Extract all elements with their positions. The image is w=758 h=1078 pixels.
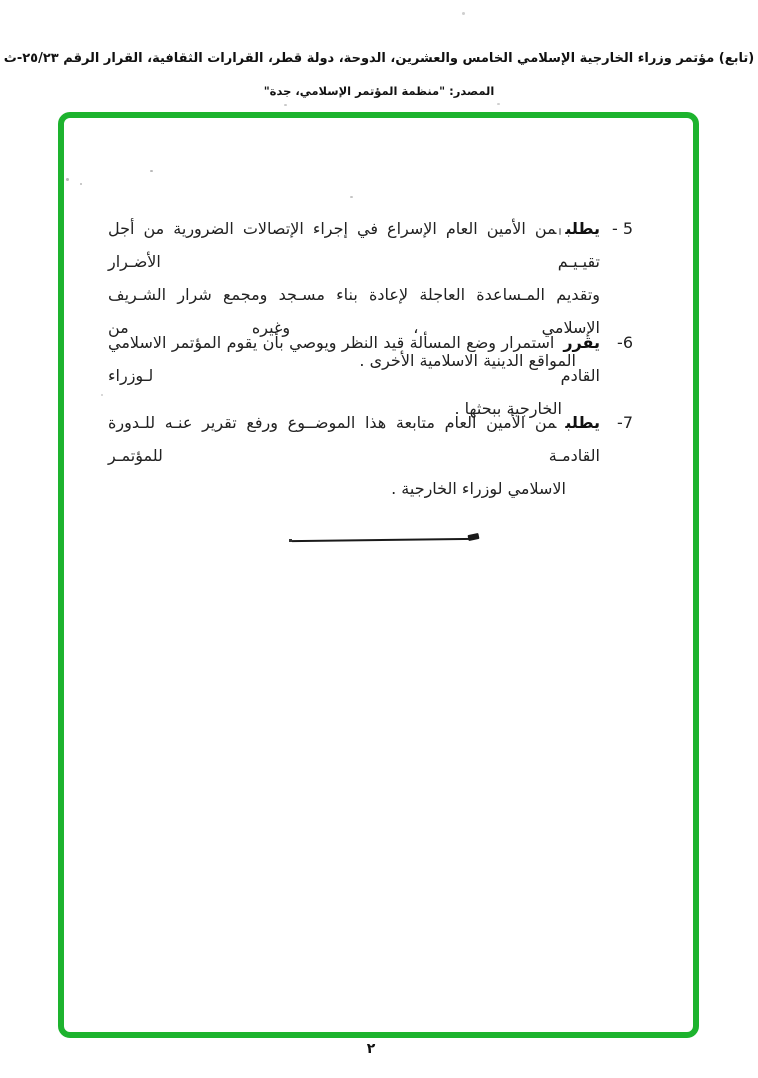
- item-number-7: 7-: [617, 413, 633, 432]
- resolution-item-7: [108, 406, 633, 505]
- scan-speck: [497, 103, 500, 105]
- scan-speck: [66, 178, 69, 181]
- item-5-lead-word: يطلب: [565, 219, 600, 238]
- item-7-lead-word: يطلب: [565, 413, 600, 432]
- item-5-line-1: [108, 212, 600, 278]
- item-6-line-2: الخارجية ببحثها .: [454, 399, 562, 418]
- page-number: ٢: [366, 1041, 376, 1057]
- scan-speck: [559, 228, 561, 235]
- scan-speck: [462, 12, 465, 15]
- item-6-line-1-text: استمرار وضع المسألة قيد النظر ويوصي بأن يقوم المؤتمر الاسلامي القادم لـوزراء: [108, 333, 600, 385]
- scan-speck: [350, 196, 353, 198]
- divider-line-start-dot: [289, 539, 292, 542]
- item-5-line-3: المواقع الدينية الاسلامية الأخرى .: [359, 351, 576, 370]
- document-header-title: (تابع) مؤتمر وزراء الخارجية الإسلامي الخامس والعشرين، الدوحة، دولة قطر، القرارات الثقافية، القرار الرقم ٢٥/٢٣-ث: [3, 51, 755, 66]
- item-7-line-1: [108, 406, 600, 472]
- item-6-lead-word: يقرر: [563, 333, 600, 352]
- item-6-line-1: [108, 326, 600, 392]
- item-number-6: 6-: [617, 333, 633, 352]
- scan-speck: [150, 170, 153, 172]
- scan-speck: [284, 104, 287, 106]
- scan-speck: [101, 394, 103, 396]
- item-number-5: 5 -: [611, 219, 633, 238]
- item-7-text: [108, 406, 600, 505]
- document-header-source: المصدر: "منظمة المؤتمر الإسلامي، جدة": [263, 84, 495, 98]
- item-7-line-1-text: من الأمين العام متابعة هذا الموضــوع ورفع تقرير عنـه للـدورة القادمـة للمؤتمـر: [108, 413, 600, 465]
- scan-speck: [80, 183, 82, 185]
- item-7-line-2: الاسلامي لوزراء الخارجية .: [391, 479, 566, 498]
- item-5-line-2: وتقديم المـساعدة العاجلة لإعادة بناء مسـجد ومجمع شرار الشـريف الإسلامي ، وغيره من: [108, 285, 600, 337]
- item-5-line-1-text: من الأمين العام الإسراع في إجراء الإتصالات الضرورية من أجل تقيـيـم الأضـرار: [108, 219, 600, 271]
